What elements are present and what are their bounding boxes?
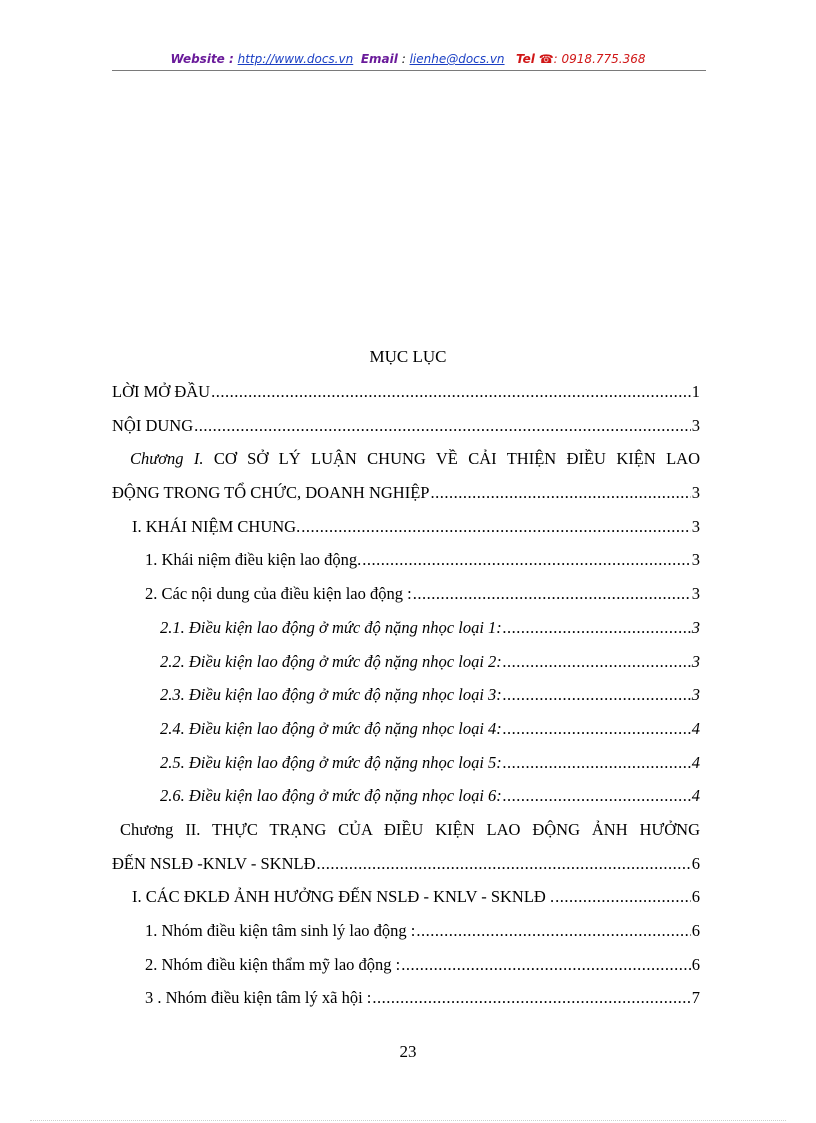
toc-leader xyxy=(301,515,691,539)
toc-page-number: 3 xyxy=(691,516,700,536)
toc-leader xyxy=(211,380,691,404)
toc-entry[interactable] xyxy=(112,616,700,650)
toc-entry[interactable] xyxy=(112,784,700,818)
toc-entry-text: 1. Nhóm điều kiện tâm sinh lý lao động : xyxy=(145,921,416,940)
website-label: Website : xyxy=(170,52,234,66)
toc-leader xyxy=(503,683,691,707)
toc-entry[interactable] xyxy=(112,885,700,919)
toc-entry[interactable] xyxy=(112,481,700,515)
toc-leader xyxy=(503,616,691,640)
email-label: Email xyxy=(360,52,398,66)
toc-chapter-heading[interactable] xyxy=(112,447,700,481)
toc-entry-text: 1. Khái niệm điều kiện lao động. xyxy=(145,550,362,570)
toc-page-number: 3 xyxy=(691,584,700,604)
table-of-contents xyxy=(112,380,700,1020)
toc-page-number: 6 xyxy=(691,954,700,974)
toc-page-number: 3 xyxy=(691,550,700,570)
toc-entry[interactable] xyxy=(112,751,700,785)
toc-leader xyxy=(555,885,691,909)
chapter-title: Chương II. THỰC TRẠNG CỦA ĐIỀU KIỆN LAO ĐỘNG ẢNH HƯỞNG xyxy=(120,819,700,839)
toc-entry[interactable] xyxy=(112,852,700,886)
toc-leader xyxy=(503,751,691,775)
toc-leader xyxy=(503,717,691,741)
toc-entry[interactable] xyxy=(112,582,700,616)
tel-number: : 0918.775.368 xyxy=(553,52,646,66)
email-separator: : xyxy=(397,52,410,66)
toc-page-number: 3 xyxy=(691,617,700,637)
toc-entry-text: 2.6. Điều kiện lao động ở mức độ nặng nhọc loại 6: xyxy=(160,786,502,806)
toc-entry-text: LỜI MỞ ĐẦU xyxy=(112,382,211,401)
toc-page-number: 3 xyxy=(691,415,700,435)
toc-entry-text: ĐẾN NSLĐ -KNLV - SKNLĐ xyxy=(112,853,316,873)
website-link[interactable]: http://www.docs.vn xyxy=(237,52,354,66)
toc-leader xyxy=(194,414,691,438)
toc-page-number: 4 xyxy=(691,752,700,772)
toc-entry-text: 2. Các nội dung của điều kiện lao động : xyxy=(145,584,412,604)
page-bottom-divider xyxy=(30,1120,786,1121)
toc-entry[interactable] xyxy=(112,953,700,987)
tel-label: Tel xyxy=(516,52,535,66)
toc-leader xyxy=(413,582,691,606)
toc-leader xyxy=(503,784,691,808)
chapter-title: CƠ SỞ LÝ LUẬN CHUNG VỀ CẢI THIỆN ĐIỀU KIỆN LAO xyxy=(213,449,700,469)
toc-page-number: 6 xyxy=(691,887,700,907)
phone-icon: ☎ xyxy=(538,52,554,66)
toc-entry[interactable] xyxy=(112,414,700,448)
chapter-prefix: Chương I. xyxy=(130,449,204,469)
toc-entry-text: 2. Nhóm điều kiện thẩm mỹ lao động : xyxy=(145,954,401,974)
toc-page-number: 6 xyxy=(691,853,700,873)
toc-entry[interactable] xyxy=(112,986,700,1020)
toc-entry[interactable] xyxy=(112,683,700,717)
toc-entry-text: ĐỘNG TRONG TỔ CHỨC, DOANH NGHIỆP xyxy=(112,483,430,503)
toc-chapter-heading[interactable] xyxy=(112,818,700,852)
toc-entry[interactable] xyxy=(112,515,700,549)
header-divider xyxy=(112,70,706,71)
toc-entry[interactable] xyxy=(112,650,700,684)
toc-entry[interactable] xyxy=(112,548,700,582)
toc-entry-text: 2.5. Điều kiện lao động ở mức độ nặng nhọc loại 5: xyxy=(160,752,502,772)
toc-entry-text: 2.4. Điều kiện lao động ở mức độ nặng nhọc loại 4: xyxy=(160,718,502,738)
toc-entry-text: 2.3. Điều kiện lao động ở mức độ nặng nhọc loại 3: xyxy=(160,685,502,705)
toc-page-number: 4 xyxy=(691,786,700,806)
email-link[interactable]: lienhe@docs.vn xyxy=(409,52,505,66)
toc-entry[interactable] xyxy=(112,919,700,953)
toc-title: MỤC LỤC xyxy=(369,347,447,366)
toc-entry[interactable] xyxy=(112,380,700,414)
toc-page-number: 7 xyxy=(691,988,700,1008)
toc-leader xyxy=(401,953,690,977)
toc-leader xyxy=(362,548,690,572)
toc-entry[interactable] xyxy=(112,717,700,751)
toc-entry-text: 2.1. Điều kiện lao động ở mức độ nặng nhọc loại 1: xyxy=(160,617,502,637)
page-header xyxy=(0,52,816,66)
toc-leader xyxy=(317,852,691,876)
toc-page-number: 3 xyxy=(691,685,700,705)
toc-entry-text: NỘI DUNG xyxy=(112,415,194,435)
toc-page-number: 1 xyxy=(691,382,700,401)
toc-leader xyxy=(372,986,690,1010)
toc-entry-text: 3 . Nhóm điều kiện tâm lý xã hội : xyxy=(145,988,372,1008)
toc-page-number: 3 xyxy=(691,651,700,671)
toc-leader xyxy=(430,481,690,505)
toc-entry-text: 2.2. Điều kiện lao động ở mức độ nặng nhọc loại 2: xyxy=(160,651,502,671)
toc-leader xyxy=(416,919,690,943)
toc-page-number: 6 xyxy=(691,921,700,940)
toc-entry-text: I. KHÁI NIỆM CHUNG. xyxy=(132,516,301,536)
page-number: 23 xyxy=(399,1042,417,1061)
toc-page-number: 3 xyxy=(691,483,700,503)
toc-page-number: 4 xyxy=(691,718,700,738)
toc-leader xyxy=(503,650,691,674)
toc-entry-text: I. CÁC ĐKLĐ ẢNH HƯỞNG ĐẾN NSLĐ - KNLV - SKNLĐ . xyxy=(132,887,555,907)
